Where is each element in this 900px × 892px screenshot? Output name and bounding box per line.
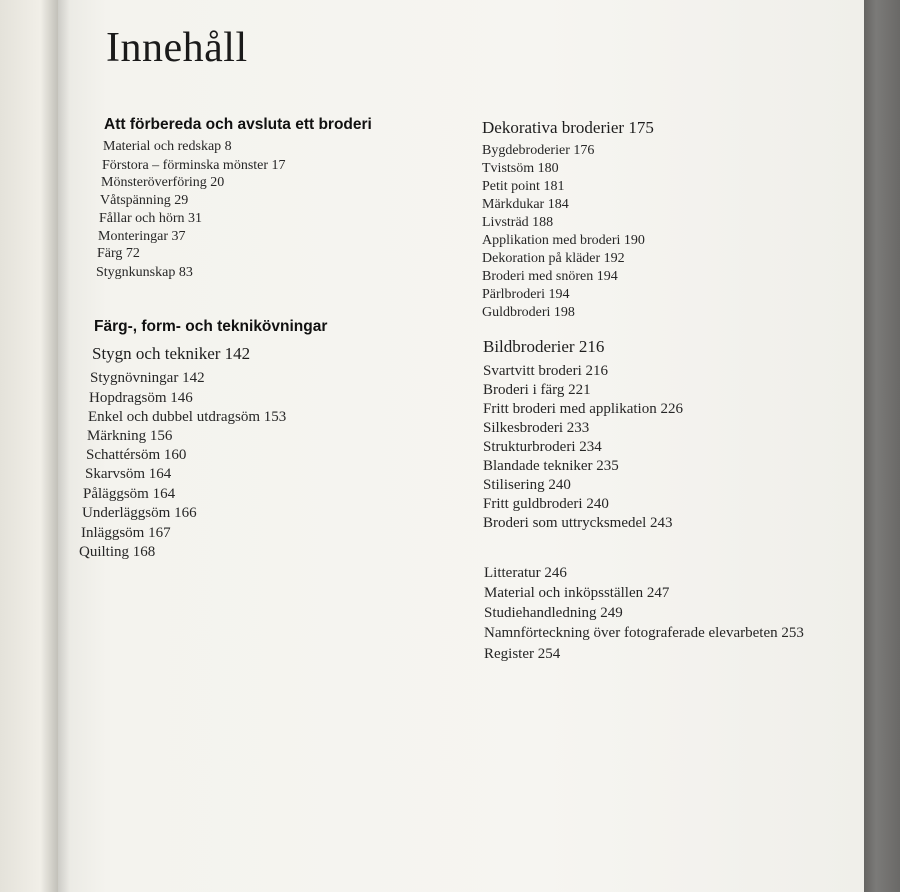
toc-entry: Tvistsöm 180 bbox=[482, 161, 559, 176]
toc-entry: Inläggsöm 167 bbox=[81, 525, 171, 541]
toc-entry: Dekoration på kläder 192 bbox=[482, 251, 625, 266]
toc-entry: Stygnövningar 142 bbox=[90, 370, 205, 386]
toc-entry: Broderi med snören 194 bbox=[482, 269, 618, 284]
toc-entry: Bygdebroderier 176 bbox=[482, 143, 595, 158]
subsection-heading-stitches: Stygn och tekniker 142 bbox=[92, 344, 251, 363]
toc-entry: Pärlbroderi 194 bbox=[482, 287, 570, 302]
toc-entry: Applikation med broderi 190 bbox=[482, 233, 645, 248]
section-heading-pictorial: Bildbroderier 216 bbox=[483, 337, 605, 356]
toc-entry: Strukturbroderi 234 bbox=[483, 439, 602, 455]
toc-entry: Studiehandledning 249 bbox=[484, 605, 623, 621]
section-heading-prepare: Att förbereda och avsluta ett broderi bbox=[104, 116, 372, 133]
toc-entry: Petit point 181 bbox=[482, 179, 565, 194]
toc-entry: Fållar och hörn 31 bbox=[99, 211, 203, 226]
toc-entry: Quilting 168 bbox=[79, 544, 156, 560]
toc-entry: Schattérsöm 160 bbox=[86, 447, 187, 463]
toc-entry: Register 254 bbox=[484, 646, 561, 662]
toc-entry: Stygnkunskap 83 bbox=[96, 265, 193, 280]
toc-entry: Livsträd 188 bbox=[482, 215, 554, 230]
toc-entry: Märkning 156 bbox=[87, 428, 173, 444]
toc-entry: Enkel och dubbel utdragsöm 153 bbox=[88, 409, 287, 425]
toc-entry: Guldbroderi 198 bbox=[482, 305, 575, 320]
page-fold-shadow bbox=[58, 0, 70, 892]
background-surface bbox=[860, 0, 900, 892]
toc-entry: Fritt broderi med applikation 226 bbox=[483, 401, 683, 417]
toc-entry: Silkesbroderi 233 bbox=[483, 420, 590, 436]
toc-entry: Stilisering 240 bbox=[483, 477, 571, 493]
toc-entry: Material och inköpsställen 247 bbox=[484, 585, 670, 601]
toc-entry: Påläggsöm 164 bbox=[83, 486, 176, 502]
toc-entry: Underläggsöm 166 bbox=[82, 505, 197, 521]
toc-entry: Fritt guldbroderi 240 bbox=[483, 496, 609, 512]
toc-entry: Broderi som uttrycksmedel 243 bbox=[483, 515, 673, 531]
toc-entry: Förstora – förminska mönster 17 bbox=[102, 158, 286, 173]
toc-entry: Våtspänning 29 bbox=[100, 193, 189, 208]
toc-entry: Svartvitt broderi 216 bbox=[483, 363, 608, 379]
toc-entry: Namnförteckning över fotograferade elevarbeten 253 bbox=[484, 625, 804, 641]
toc-entry: Blandade tekniker 235 bbox=[483, 458, 619, 474]
section-heading-exercises: Färg-, form- och teknikövningar bbox=[94, 318, 328, 335]
section-heading-decorative: Dekorativa broderier 175 bbox=[482, 118, 654, 137]
toc-entry: Mönsteröverföring 20 bbox=[101, 175, 225, 190]
page-gutter-shadow bbox=[40, 0, 58, 892]
toc-entry: Märkdukar 184 bbox=[482, 197, 569, 212]
toc-entry: Broderi i färg 221 bbox=[483, 382, 591, 398]
toc-entry: Skarvsöm 164 bbox=[85, 466, 172, 482]
toc-entry: Material och redskap 8 bbox=[103, 139, 232, 154]
toc-entry: Monteringar 37 bbox=[98, 229, 186, 244]
toc-entry: Färg 72 bbox=[97, 246, 140, 261]
toc-entry: Litteratur 246 bbox=[484, 565, 567, 581]
page-title: Innehåll bbox=[106, 25, 248, 71]
toc-entry: Hopdragsöm 146 bbox=[89, 390, 193, 406]
